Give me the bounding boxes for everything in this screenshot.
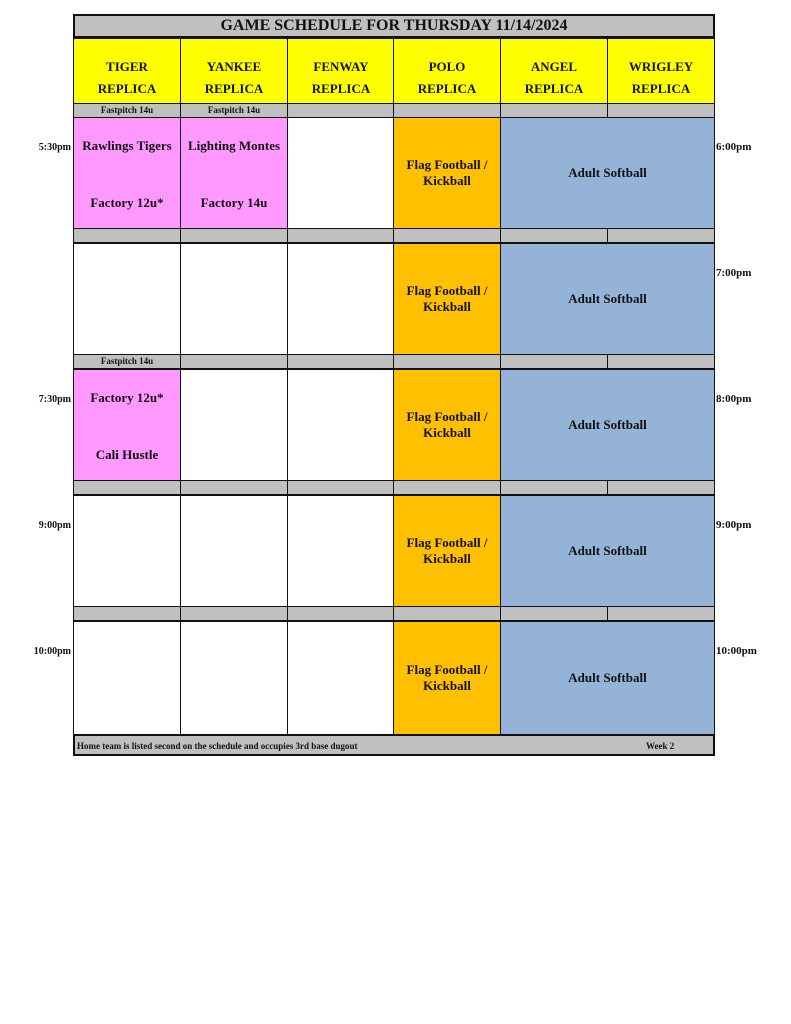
division-bar	[393, 354, 501, 369]
division-bar	[500, 606, 608, 621]
time-label-right: 8:00pm	[716, 393, 752, 405]
home-team: Factory 12u*	[90, 195, 164, 210]
division-bar	[287, 103, 395, 118]
division-bar	[500, 103, 608, 118]
empty-cell	[73, 243, 181, 355]
division-bar	[180, 354, 288, 369]
division-bar	[500, 480, 608, 495]
field-name: WRIGLEY	[628, 58, 694, 74]
division-bar	[607, 103, 715, 118]
time-label-right: 10:00pm	[716, 645, 757, 657]
time-label-left: 10:00pm	[33, 646, 71, 657]
home-team: Cali Hustle	[95, 447, 159, 462]
empty-cell	[73, 495, 181, 607]
division-bar	[500, 354, 608, 369]
division-bar	[180, 480, 288, 495]
time-label-left: 5:30pm	[38, 142, 71, 153]
empty-cell	[287, 495, 395, 607]
division-bar	[607, 480, 715, 495]
field-name: FENWAY	[313, 58, 369, 74]
division-bar	[393, 103, 501, 118]
division-bar	[500, 228, 608, 243]
empty-cell	[73, 621, 181, 735]
division-bar	[287, 480, 395, 495]
activity-label: Adult Softball	[568, 165, 647, 180]
flag-football-cell	[393, 495, 501, 607]
division-bar	[393, 480, 501, 495]
away-team: Factory 12u*	[90, 390, 164, 405]
flag-football-cell	[393, 243, 501, 355]
division-bar	[287, 354, 395, 369]
field-sub: REPLICA	[524, 80, 584, 96]
division-bar	[73, 228, 181, 243]
field-name: ANGEL	[530, 58, 578, 74]
time-label-right: 7:00pm	[716, 267, 752, 279]
division-bar	[607, 228, 715, 243]
adult-softball-cell	[500, 117, 715, 229]
division-bar	[180, 228, 288, 243]
game-cell-yankee	[180, 117, 288, 229]
empty-cell	[180, 495, 288, 607]
division-bar	[607, 354, 715, 369]
field-sub: REPLICA	[204, 80, 264, 96]
activity-label: Adult Softball	[568, 543, 647, 558]
empty-cell	[287, 243, 395, 355]
empty-cell	[287, 117, 395, 229]
schedule-table	[73, 14, 715, 756]
division-bar	[607, 606, 715, 621]
schedule-footer	[73, 734, 715, 756]
activity-label: Flag Football / Kickball	[406, 409, 488, 440]
away-team: Rawlings Tigers	[82, 138, 172, 153]
activity-label: Adult Softball	[568, 417, 647, 432]
away-team: Lighting Montes	[187, 138, 281, 153]
field-sub: REPLICA	[311, 80, 371, 96]
field-name: POLO	[428, 58, 466, 74]
division-bar: Fastpitch 14u	[73, 354, 181, 369]
flag-football-cell	[393, 369, 501, 481]
division-bar	[73, 480, 181, 495]
adult-softball-cell	[500, 621, 715, 735]
division-bar: Fastpitch 14u	[73, 103, 181, 118]
empty-cell	[287, 621, 395, 735]
division-bar	[393, 228, 501, 243]
adult-softball-cell	[500, 369, 715, 481]
flag-football-cell	[393, 117, 501, 229]
activity-label: Flag Football / Kickball	[406, 535, 488, 566]
activity-label: Adult Softball	[568, 670, 647, 685]
schedule-title: GAME SCHEDULE FOR THURSDAY 11/14/2024	[73, 14, 715, 38]
adult-softball-cell	[500, 495, 715, 607]
activity-label: Adult Softball	[568, 291, 647, 306]
week-label: Week 2	[646, 741, 675, 751]
division-bar	[287, 606, 395, 621]
field-name: TIGER	[106, 58, 148, 74]
empty-cell	[287, 369, 395, 481]
empty-cell	[180, 243, 288, 355]
division-bar	[393, 606, 501, 621]
field-name: YANKEE	[206, 58, 262, 74]
division-bar: Fastpitch 14u	[180, 103, 288, 118]
division-bar	[287, 228, 395, 243]
game-cell-tiger	[73, 369, 181, 481]
time-label-left: 9:00pm	[38, 520, 71, 531]
empty-cell	[180, 621, 288, 735]
field-sub: REPLICA	[417, 80, 477, 96]
home-team: Factory 14u	[200, 195, 268, 210]
division-bar	[73, 606, 181, 621]
game-cell-tiger	[73, 117, 181, 229]
field-sub: REPLICA	[631, 80, 691, 96]
activity-label: Flag Football / Kickball	[406, 157, 488, 188]
time-label-right: 6:00pm	[716, 141, 752, 153]
field-sub: REPLICA	[97, 80, 157, 96]
empty-cell	[180, 369, 288, 481]
footer-note: Home team is listed second on the schedule and occupies 3rd base dugout	[77, 741, 358, 751]
division-bar	[180, 606, 288, 621]
adult-softball-cell	[500, 243, 715, 355]
time-label-right: 9:00pm	[716, 519, 752, 531]
activity-label: Flag Football / Kickball	[406, 283, 488, 314]
activity-label: Flag Football / Kickball	[406, 662, 488, 693]
time-label-left: 7:30pm	[38, 394, 71, 405]
flag-football-cell	[393, 621, 501, 735]
